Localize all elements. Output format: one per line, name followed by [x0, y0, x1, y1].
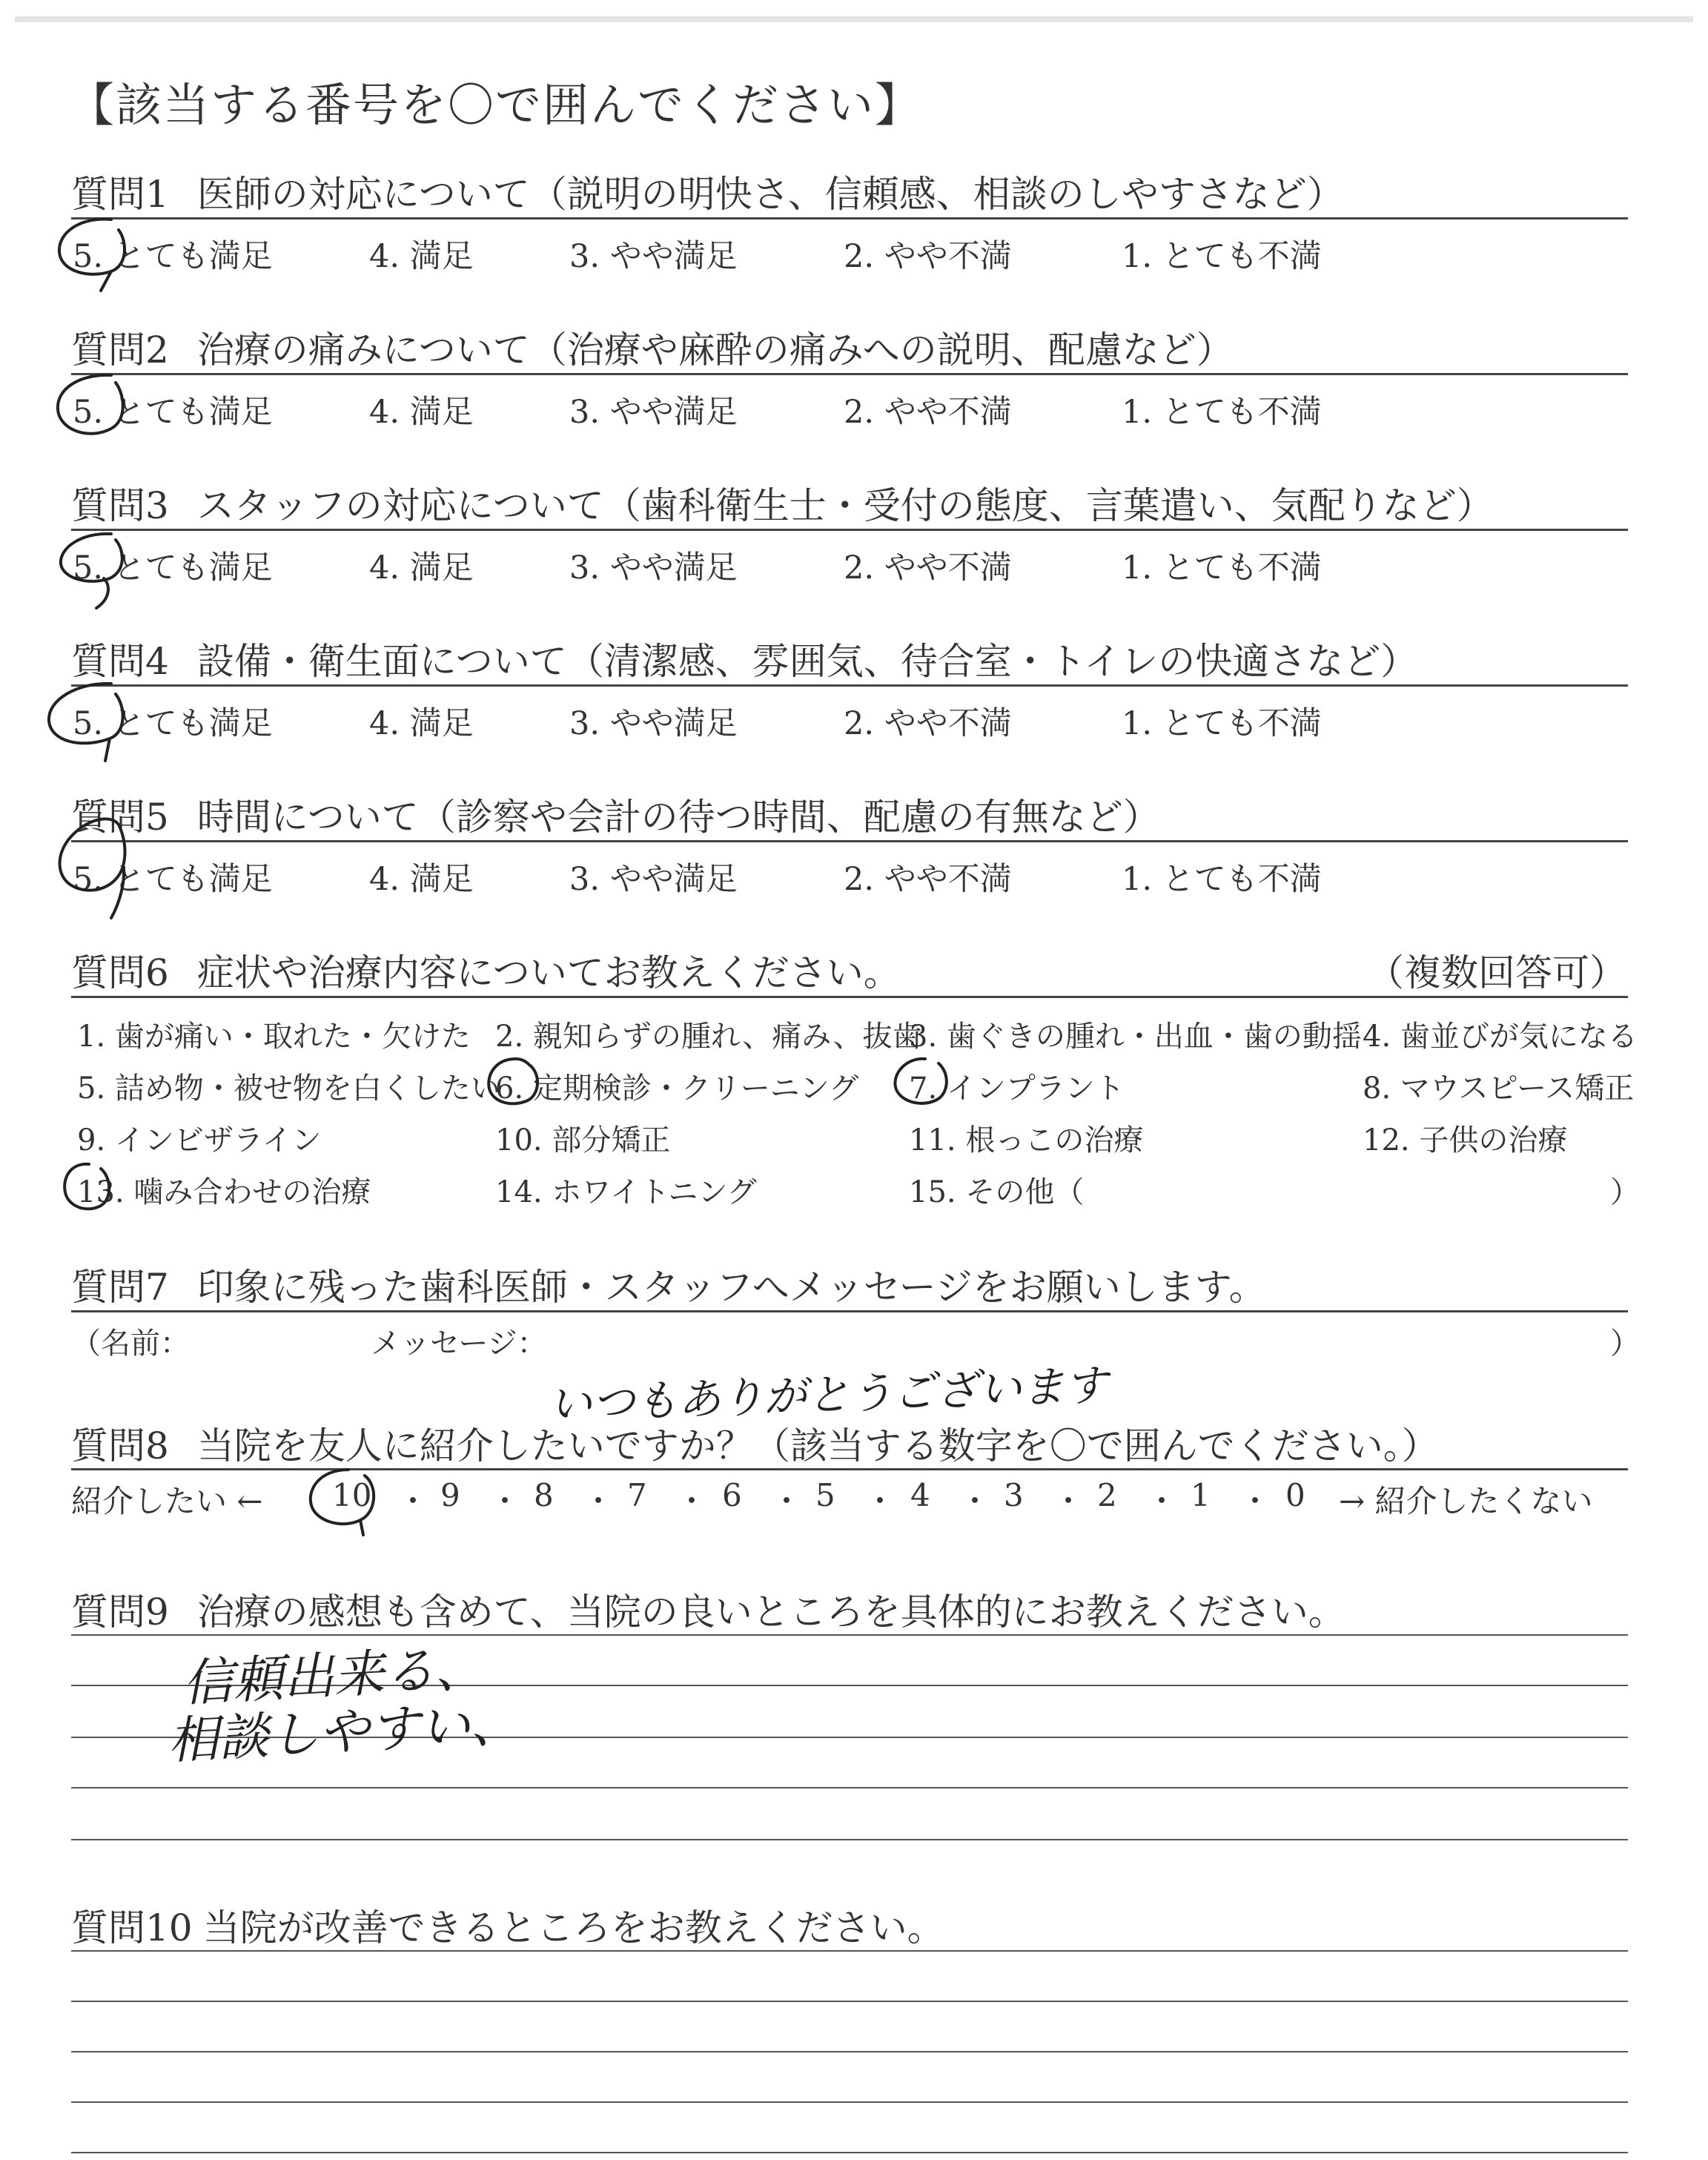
question-10-label: 質問10	[71, 1906, 193, 1949]
q3-option-5[interactable]: 5. とても満足	[73, 549, 273, 587]
q5-option-1[interactable]: 1. とても不満	[1122, 861, 1322, 898]
q5-option-2[interactable]: 2. やや不満	[844, 861, 1012, 898]
q8-dot: ・	[1146, 1483, 1178, 1519]
q8-score-9[interactable]: 9	[440, 1477, 460, 1513]
question-3-text: スタッフの対応について（歯科衛生士・受付の態度、言葉遣い、気配りなど）	[196, 484, 1494, 527]
q3-selection-circle	[61, 534, 122, 608]
q1-selection-circle	[59, 219, 125, 291]
q6-item-1[interactable]: 1. 歯が痛い・取れた・欠けた	[77, 1020, 471, 1054]
q3-option-4[interactable]: 4. 満足	[369, 549, 474, 587]
q1-option-2[interactable]: 2. やや不満	[844, 238, 1012, 275]
q6-item-7-circle	[895, 1059, 946, 1103]
q5-option-3[interactable]: 3. やや満足	[569, 861, 738, 898]
q5-selection-circle	[60, 819, 125, 918]
q2-option-5[interactable]: 5. とても満足	[73, 394, 273, 431]
q6-item-14[interactable]: 14. ホワイトニング	[495, 1175, 757, 1209]
q8-score-6[interactable]: 6	[722, 1477, 742, 1513]
q1-option-1[interactable]: 1. とても不満	[1122, 238, 1322, 275]
q6-item-6-circle	[489, 1059, 537, 1103]
q8-score-7[interactable]: 7	[627, 1477, 647, 1513]
q7-name-label: （名前：	[71, 1327, 190, 1361]
q1-option-3[interactable]: 3. やや満足	[569, 238, 738, 275]
question-5-label: 質問5	[71, 796, 169, 839]
q9-handwritten-line-2: 相談しやすい、	[166, 1694, 523, 1771]
q4-option-1[interactable]: 1. とても不満	[1122, 705, 1322, 742]
question-1-label: 質問1	[71, 173, 169, 216]
q8-score-4[interactable]: 4	[910, 1477, 930, 1513]
q6-item-5[interactable]: 5. 詰め物・被せ物を白くしたい	[77, 1071, 500, 1106]
q6-item-15[interactable]: 15. その他（	[909, 1175, 1085, 1209]
q4-option-4[interactable]: 4. 満足	[369, 705, 474, 742]
question-8-text: 当院を友人に紹介したいですか？（該当する数字を〇で囲んでください。）	[196, 1424, 1439, 1467]
q6-item-4[interactable]: 4. 歯並びが気になる	[1363, 1020, 1638, 1054]
question-9-text: 治療の感想も含めて、当院の良いところを具体的にお教えください。	[196, 1591, 1345, 1634]
question-7-text: 印象に残った歯科医師・スタッフへメッセージをお願いします。	[196, 1266, 1266, 1309]
q1-option-5[interactable]: 5. とても満足	[73, 238, 273, 275]
question-7-label: 質問7	[71, 1266, 169, 1309]
q8-dot: ・	[959, 1483, 991, 1519]
q8-score-1[interactable]: 1	[1191, 1477, 1211, 1513]
q6-item-2[interactable]: 2. 親知らずの腫れ、痛み、抜歯	[495, 1020, 922, 1054]
question-6-label: 質問6	[71, 951, 169, 994]
q8-dot: ・	[771, 1483, 803, 1519]
q8-dot: ・	[1239, 1483, 1271, 1519]
q3-option-1[interactable]: 1. とても不満	[1122, 549, 1322, 587]
q6-item-10[interactable]: 10. 部分矯正	[495, 1123, 671, 1157]
question-4-label: 質問4	[71, 640, 169, 683]
q4-option-3[interactable]: 3. やや満足	[569, 705, 738, 742]
q6-item-9[interactable]: 9. インビザライン	[77, 1123, 322, 1157]
q9-handwritten-line-1: 信頼出来る、	[181, 1639, 487, 1714]
q8-score-0[interactable]: 0	[1285, 1477, 1305, 1513]
question-4-text: 設備・衛生面について（清潔感、雰囲気、待合室・トイレの快適さなど）	[196, 640, 1418, 683]
q8-score-2[interactable]: 2	[1097, 1477, 1117, 1513]
q8-dot: ・	[864, 1483, 896, 1519]
question-1-text: 医師の対応について（説明の明快さ、信頼感、相談のしやすさなど）	[196, 173, 1344, 216]
q8-dot: ・	[397, 1483, 429, 1519]
question-2-label: 質問2	[71, 328, 169, 371]
q6-other-close-paren: ）	[1610, 1175, 1640, 1209]
q6-item-8[interactable]: 8. マウスピース矯正	[1363, 1071, 1635, 1106]
question-3-label: 質問3	[71, 484, 169, 527]
q4-selection-circle	[49, 684, 123, 761]
q7-close-paren: ）	[1610, 1327, 1640, 1361]
q5-option-4[interactable]: 4. 満足	[369, 861, 474, 898]
q8-score-3[interactable]: 3	[1004, 1477, 1024, 1513]
q7-handwritten-message: いつもありがとうございます	[548, 1359, 1109, 1430]
q3-option-2[interactable]: 2. やや不満	[844, 549, 1012, 587]
q8-dot: ・	[489, 1483, 521, 1519]
q2-selection-circle	[58, 375, 123, 434]
q1-option-4[interactable]: 4. 満足	[369, 238, 474, 275]
q3-option-3[interactable]: 3. やや満足	[569, 549, 738, 587]
question-5-text: 時間について（診察や会計の待つ時間、配慮の有無など）	[196, 796, 1160, 839]
q8-score-8[interactable]: 8	[534, 1477, 554, 1513]
q8-dot: ・	[676, 1483, 708, 1519]
q6-item-13[interactable]: 13. 噛み合わせの治療	[77, 1175, 371, 1209]
q8-score-5[interactable]: 5	[815, 1477, 835, 1513]
q6-item-11[interactable]: 11. 根っこの治療	[909, 1123, 1144, 1157]
q8-dot: ・	[1053, 1483, 1085, 1519]
q4-option-2[interactable]: 2. やや不満	[844, 705, 1012, 742]
question-10-text: 当院が改善できるところをお教えください。	[202, 1906, 944, 1949]
question-6-text: 症状や治療内容についてお教えください。	[196, 951, 901, 994]
q6-item-7[interactable]: 7. インプラント	[909, 1071, 1125, 1106]
q8-right-label: → 紹介したくない	[1339, 1483, 1593, 1519]
q8-left-label: 紹介したい ←	[71, 1483, 263, 1519]
q2-option-4[interactable]: 4. 満足	[369, 394, 474, 431]
q8-score-10-circle	[311, 1470, 374, 1535]
q6-item-6[interactable]: 6. 定期検診・クリーニング	[495, 1071, 859, 1106]
question-2-text: 治療の痛みについて（治療や麻酔の痛みへの説明、配慮など）	[196, 328, 1234, 371]
q4-option-5[interactable]: 5. とても満足	[73, 705, 273, 742]
multiple-answers-note: （複数回答可）	[1367, 951, 1626, 994]
question-9-label: 質問9	[71, 1591, 169, 1634]
form-heading: 【該当する番号を〇で囲んでください】	[68, 78, 923, 132]
q7-message-label[interactable]: メッセージ：	[371, 1327, 547, 1361]
question-8-label: 質問8	[71, 1424, 169, 1467]
q2-option-3[interactable]: 3. やや満足	[569, 394, 738, 431]
q8-score-10[interactable]: 10	[332, 1477, 372, 1513]
q6-item-13-circle	[64, 1164, 109, 1209]
q2-option-1[interactable]: 1. とても不満	[1122, 394, 1322, 431]
q6-item-3[interactable]: 3. 歯ぐきの腫れ・出血・歯の動揺	[909, 1020, 1362, 1054]
q2-option-2[interactable]: 2. やや不満	[844, 394, 1012, 431]
q8-dot: ・	[583, 1483, 615, 1519]
q5-option-5[interactable]: 5. とても満足	[73, 861, 273, 898]
q6-item-12[interactable]: 12. 子供の治療	[1363, 1123, 1568, 1157]
